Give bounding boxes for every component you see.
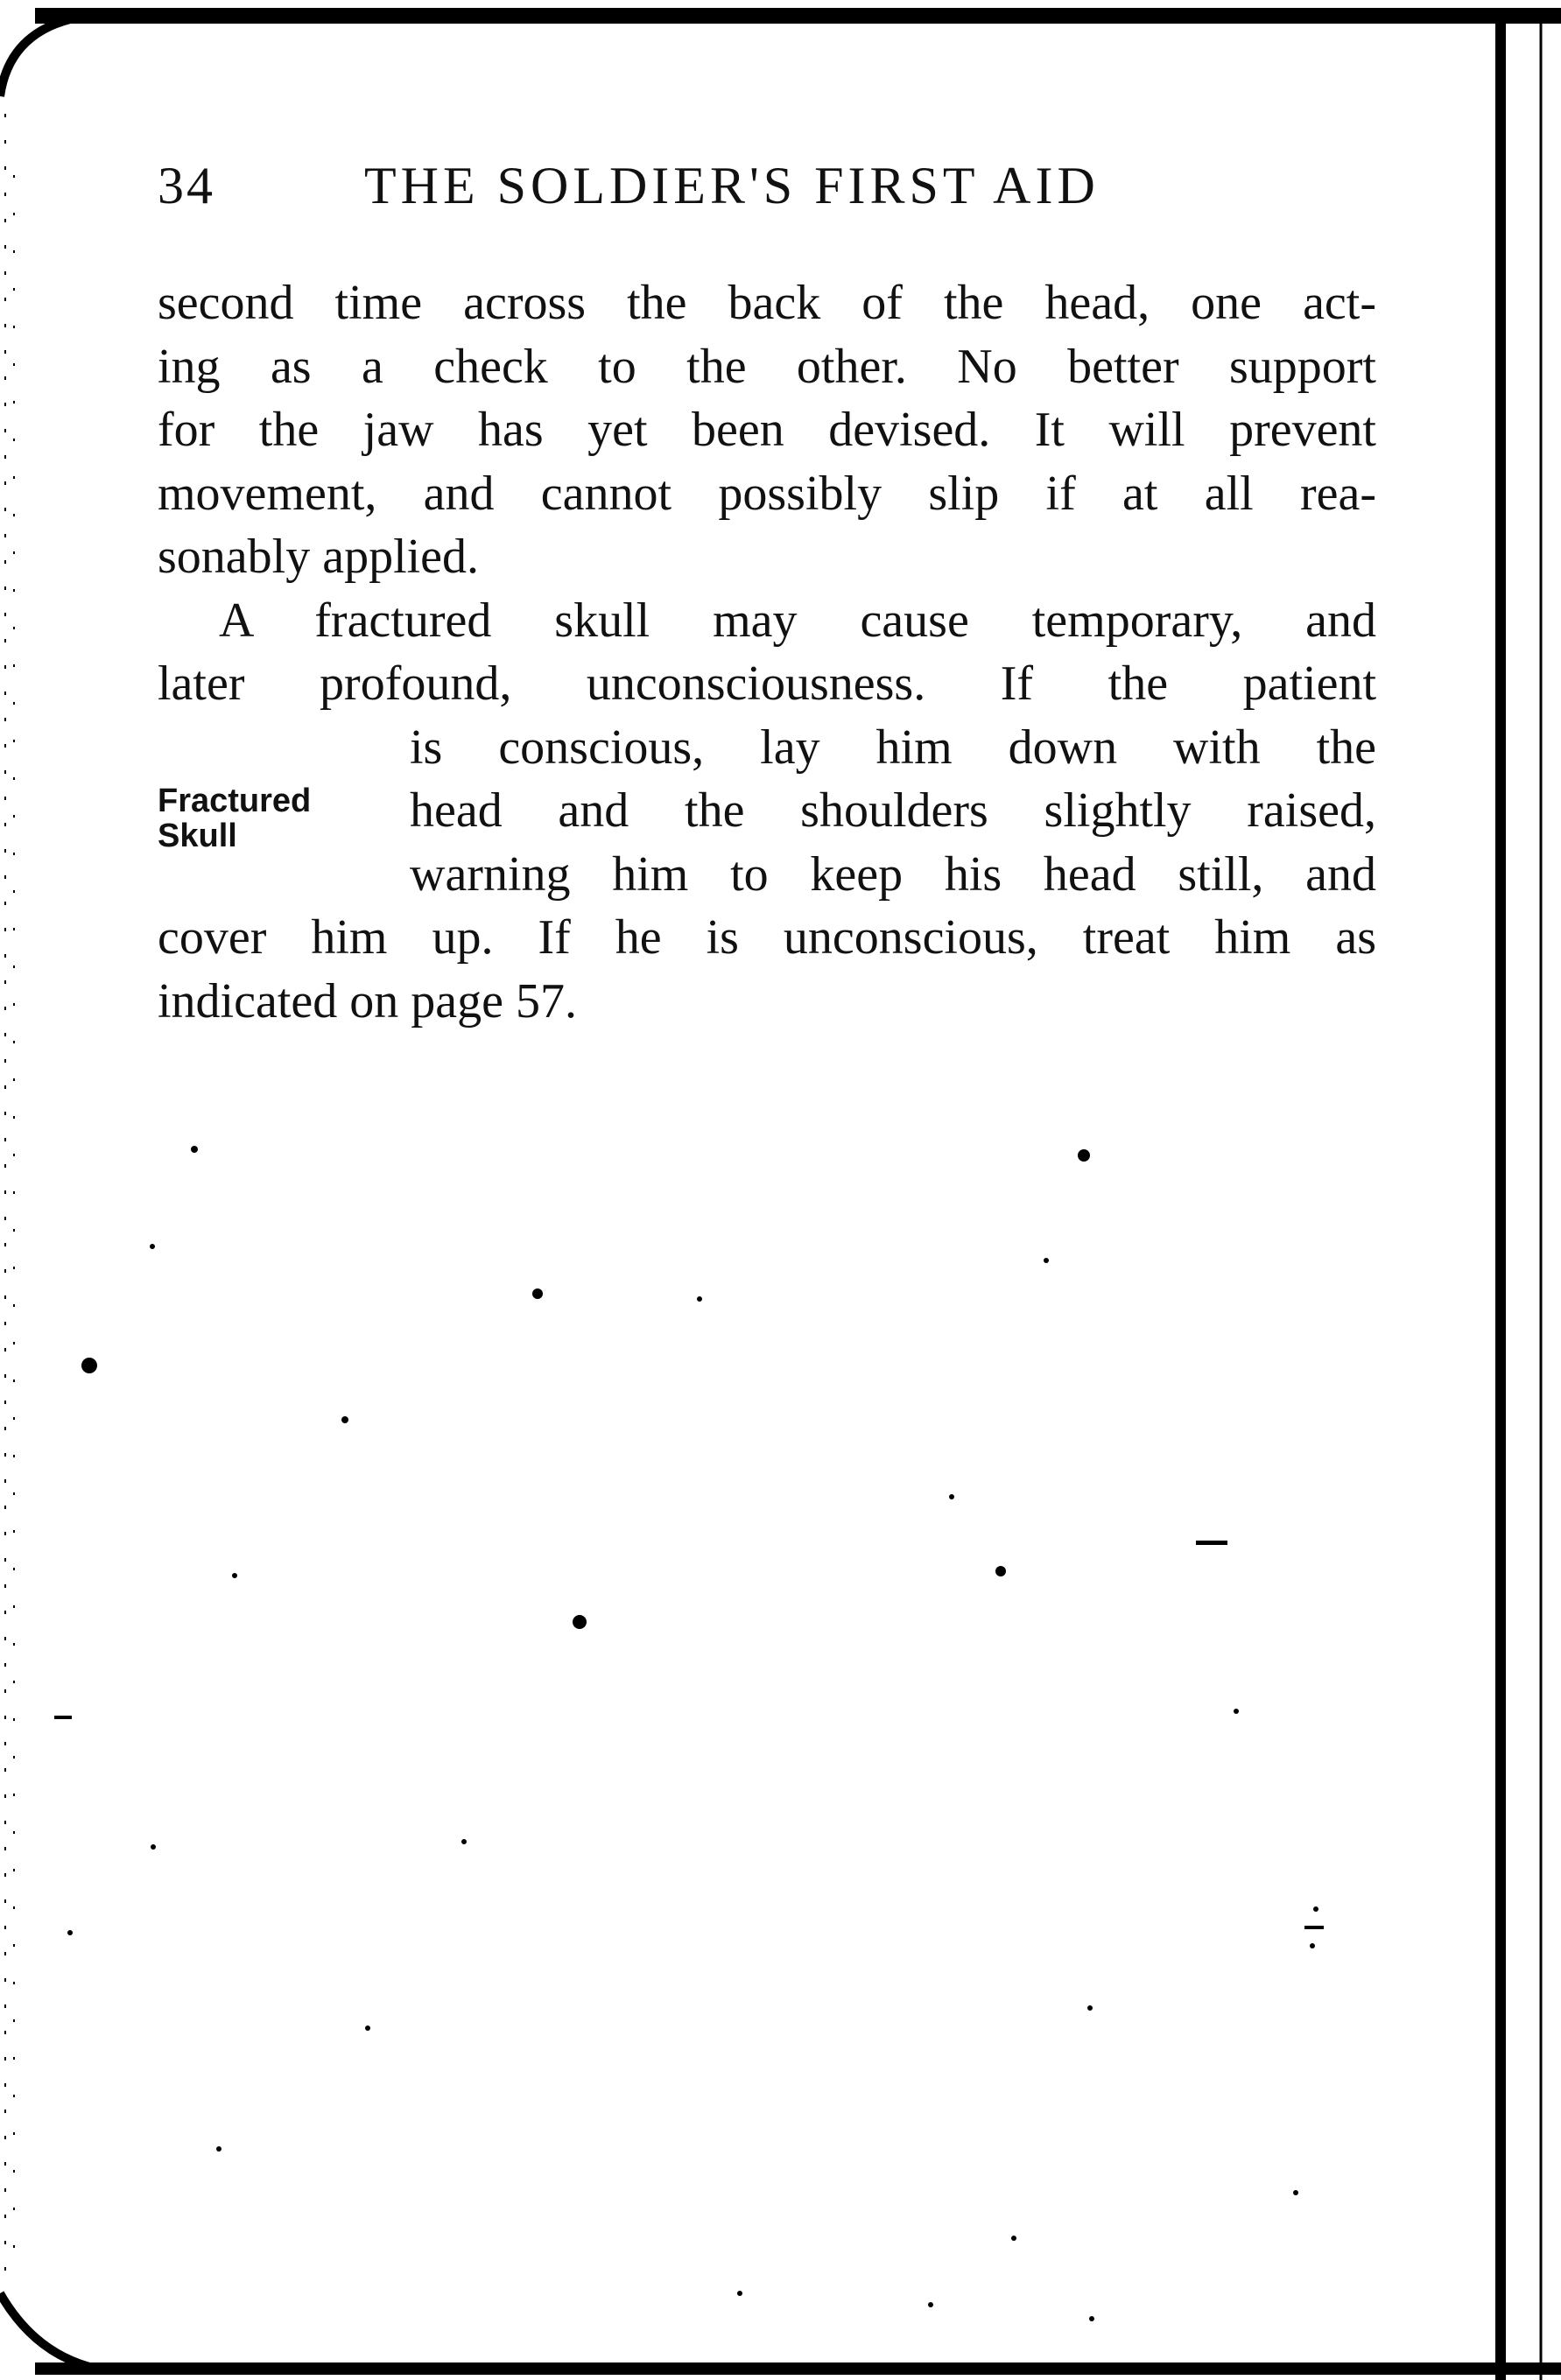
book-title: THE SOLDIER'S FIRST AID <box>364 157 1100 214</box>
body-line: indicated on page 57. <box>158 973 577 1029</box>
body-line: warning him to keep his head still, and <box>410 846 1376 902</box>
page-number: 34 <box>158 157 215 214</box>
body-text <box>158 271 1376 1033</box>
body-line: head and the shoulders slightly raised, <box>410 783 1376 838</box>
running-head <box>158 156 1182 217</box>
body-line: later profound, unconsciousness. If the patient <box>158 656 1376 711</box>
body-line: is conscious, lay him down with the <box>410 720 1376 775</box>
body-line: ing as a check to the other. No better support <box>158 339 1376 394</box>
body-line: A fractured skull may cause temporary, and <box>219 593 1376 648</box>
sidenote-line-2: Skull <box>158 818 237 854</box>
body-line: second time across the back of the head, one act- <box>158 276 1376 330</box>
body-line: movement, and cannot possibly slip if at all rea- <box>158 466 1376 521</box>
sidenote-line-1: Fractured <box>158 783 312 819</box>
body-line: for the jaw has yet been devised. It will prevent <box>158 403 1376 457</box>
body-line: cover him up. If he is unconscious, treat him as <box>158 910 1376 965</box>
body-line: sonably applied. <box>158 530 480 584</box>
